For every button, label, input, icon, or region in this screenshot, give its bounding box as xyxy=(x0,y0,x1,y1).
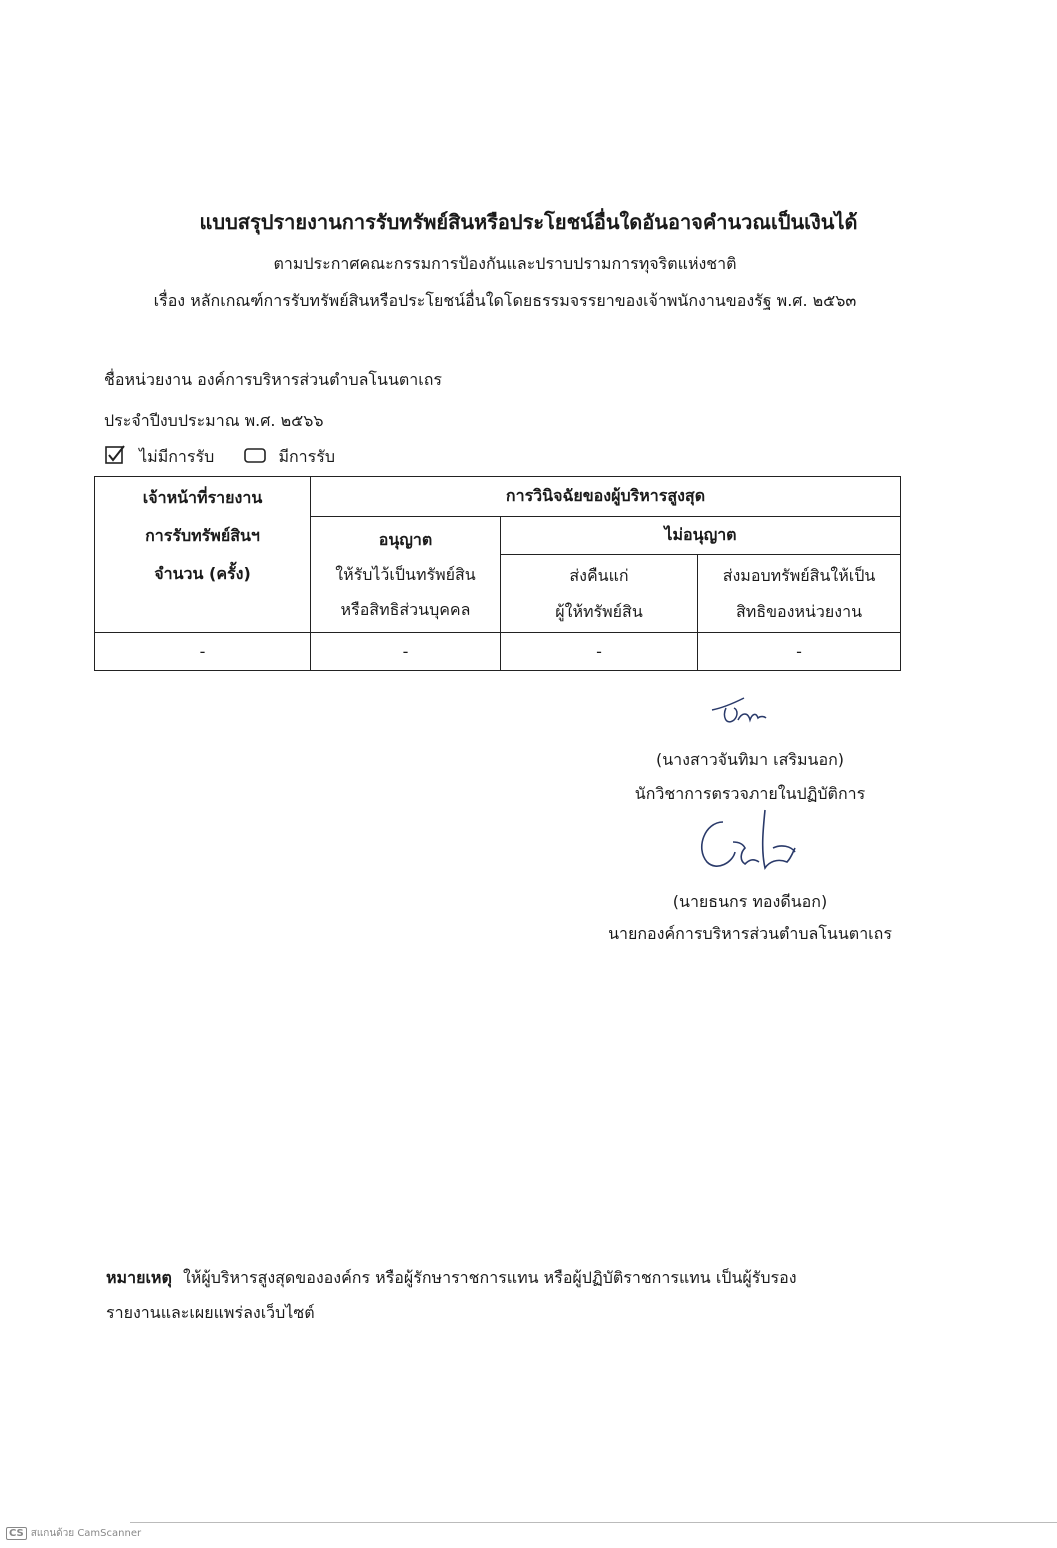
signer-1-name: (นางสาวจันทิมา เสริมนอก) xyxy=(655,750,845,769)
receipt-options xyxy=(104,444,335,470)
allow-column-header xyxy=(311,517,501,633)
table-cell: - xyxy=(501,633,698,671)
signer-2-name: (นายธนกร ทองดีนอก) xyxy=(672,892,828,911)
allow-header: อนุญาต xyxy=(378,530,433,549)
option-received-label: มีการรับ xyxy=(278,446,335,466)
table-cell: - xyxy=(698,633,901,671)
deny-line: สิทธิของหน่วยงาน xyxy=(736,601,863,621)
table-cell: - xyxy=(311,633,501,671)
allow-line: หรือสิทธิส่วนบุคคล xyxy=(340,600,471,619)
handwritten-signature-1 xyxy=(708,690,778,735)
officer-report-count-header xyxy=(95,477,311,633)
table-row xyxy=(95,633,901,671)
document-title: แบบสรุปรายงานการรับทรัพย์สินหรือประโยชน์อื่นใดอันอาจคำนวณเป็นเงินได้ xyxy=(199,210,858,234)
handwritten-signature-2 xyxy=(695,800,805,880)
return-to-giver-header xyxy=(501,555,698,633)
agency-name: ชื่อหน่วยงาน องค์การบริหารส่วนตำบลโนนตาเถร xyxy=(104,370,443,389)
unchecked-checkbox-icon[interactable] xyxy=(243,445,269,469)
note-text: ให้ผู้บริหารสูงสุดขององค์กร หรือผู้รักษาราชการแทน หรือผู้ปฏิบัติราชการแทน เป็นผู้รับรอง xyxy=(182,1268,797,1287)
camscanner-logo-icon: CS xyxy=(6,1527,27,1540)
deny-line: ผู้ให้ทรัพย์สิน xyxy=(555,601,643,621)
document-subtitle-announcement: ตามประกาศคณะกรรมการป้องกันและปราบปรามการทุจริตแห่งชาติ xyxy=(273,254,737,273)
note-label: หมายเหตุ xyxy=(106,1268,172,1287)
header-line: เจ้าหน้าที่รายงาน xyxy=(142,488,263,507)
camscanner-text: สแกนด้วย CamScanner xyxy=(30,1528,142,1539)
signer-1-position: นักวิชาการตรวจภายในปฏิบัติการ xyxy=(634,784,866,803)
fiscal-year: ประจำปีงบประมาณ พ.ศ. ๒๕๖๖ xyxy=(104,411,324,430)
option-none-label: ไม่มีการรับ xyxy=(139,446,215,466)
header-line: การรับทรัพย์สินฯ xyxy=(145,526,260,545)
note-line-2: รายงานและเผยแพร่ลงเว็บไซต์ xyxy=(106,1303,315,1322)
checked-checkbox-icon[interactable] xyxy=(104,444,126,470)
deny-header: ไม่อนุญาต xyxy=(501,517,901,555)
deny-line: ส่งคืนแก่ xyxy=(569,565,629,585)
table-cell: - xyxy=(95,633,311,671)
document-subtitle-subject: เรื่อง หลักเกณฑ์การรับทรัพย์สินหรือประโยชน์อื่นใดโดยธรรมจรรยาของเจ้าพนักงานของรัฐ พ.ศ. ๒๕๖๓ xyxy=(153,291,857,310)
note-line-1 xyxy=(106,1266,797,1291)
decision-header: การวินิจฉัยของผู้บริหารสูงสุด xyxy=(311,477,901,517)
report-table xyxy=(94,476,901,671)
transfer-to-agency-header xyxy=(698,555,901,633)
camscanner-watermark xyxy=(6,1526,141,1541)
allow-line: ให้รับไว้เป็นทรัพย์สิน xyxy=(335,565,476,584)
deny-line: ส่งมอบทรัพย์สินให้เป็น xyxy=(722,565,876,585)
header-line: จำนวน (ครั้ง) xyxy=(154,564,251,583)
signer-2-position: นายกองค์การบริหารส่วนตำบลโนนตาเถร xyxy=(608,924,892,943)
footer-divider xyxy=(130,1522,1057,1523)
